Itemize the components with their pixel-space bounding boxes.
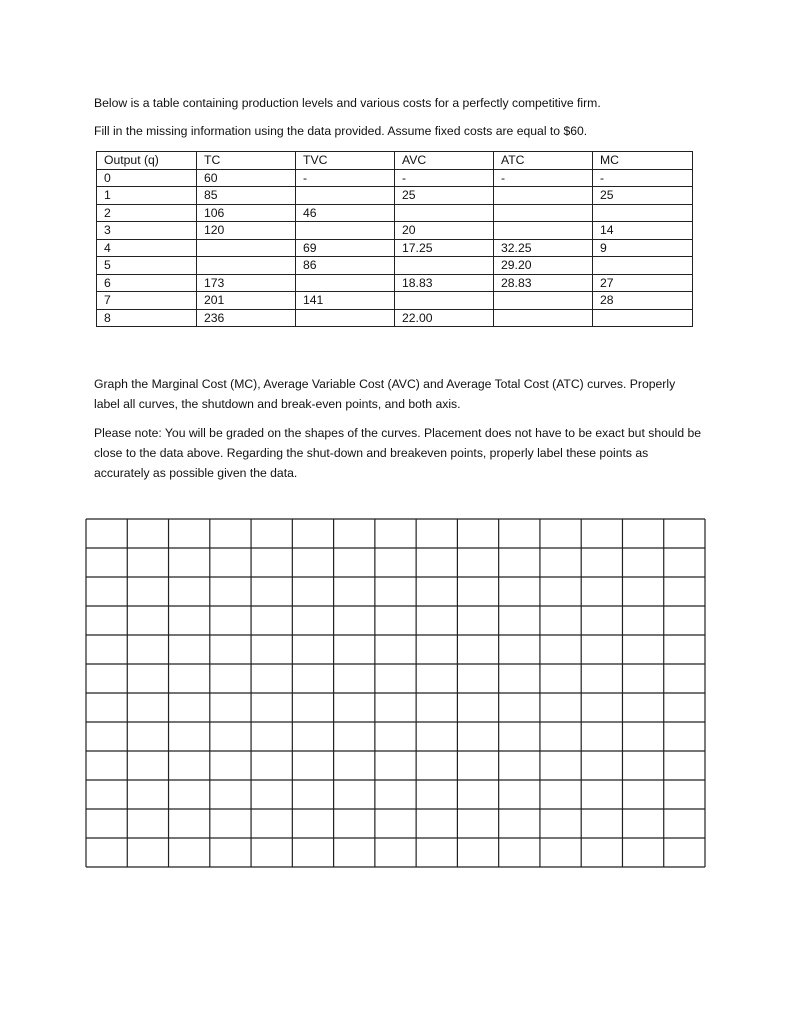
cell-avc: 22.00: [395, 309, 494, 327]
cost-table: [96, 151, 693, 327]
cell-avc: 20: [395, 222, 494, 240]
cell-tvc: 86: [296, 257, 395, 275]
cell-tvc: -: [296, 169, 395, 187]
grading-note: Please note: You will be graded on the shapes of the curves. Placement does not have to be exact but should be close to the data above. Regarding the shut-down and breakeven points, properly label these points as accurately as possible given the data.: [94, 426, 702, 480]
cell-tvc: 141: [296, 292, 395, 310]
cell-output: 7: [97, 292, 197, 310]
header-output: Output (q): [97, 152, 197, 170]
blank-graph-grid[interactable]: [85, 518, 706, 868]
table-row: [97, 169, 693, 187]
header-tvc: TVC: [296, 152, 395, 170]
cell-tc: 85: [197, 187, 296, 205]
cell-avc: 17.25: [395, 239, 494, 257]
fill-in-instruction: Fill in the missing information using the data provided. Assume fixed costs are equal to $60.: [94, 124, 588, 138]
table-row: [97, 274, 693, 292]
cell-atc[interactable]: [494, 222, 593, 240]
table-header-row: [97, 152, 693, 170]
cell-avc[interactable]: [395, 292, 494, 310]
cell-tc: 201: [197, 292, 296, 310]
cell-atc[interactable]: [494, 187, 593, 205]
cell-mc: 25: [593, 187, 693, 205]
cell-output: 4: [97, 239, 197, 257]
table-row: [97, 292, 693, 310]
cell-output: 0: [97, 169, 197, 187]
cell-tvc[interactable]: [296, 274, 395, 292]
cell-tc: 106: [197, 204, 296, 222]
cell-tvc[interactable]: [296, 222, 395, 240]
cell-atc[interactable]: [494, 204, 593, 222]
table-row: [97, 239, 693, 257]
graph-instruction: Graph the Marginal Cost (MC), Average Variable Cost (AVC) and Average Total Cost (ATC) curves. Properly label all curves, the shutdown and break-even points, and both axis.: [94, 377, 676, 411]
cell-mc: 14: [593, 222, 693, 240]
cell-mc: 27: [593, 274, 693, 292]
cell-avc[interactable]: [395, 257, 494, 275]
cell-mc[interactable]: [593, 257, 693, 275]
cell-output: 6: [97, 274, 197, 292]
cell-avc[interactable]: [395, 204, 494, 222]
cell-atc: -: [494, 169, 593, 187]
cell-mc: 9: [593, 239, 693, 257]
cell-mc[interactable]: [593, 309, 693, 327]
cell-tc: 173: [197, 274, 296, 292]
table-row: [97, 257, 693, 275]
cell-avc: -: [395, 169, 494, 187]
cell-output: 1: [97, 187, 197, 205]
cell-output: 2: [97, 204, 197, 222]
cell-tvc[interactable]: [296, 309, 395, 327]
cell-output: 3: [97, 222, 197, 240]
header-mc: MC: [593, 152, 693, 170]
cell-mc: -: [593, 169, 693, 187]
cell-output: 5: [97, 257, 197, 275]
cell-tc: 236: [197, 309, 296, 327]
cell-tvc: 46: [296, 204, 395, 222]
table-body: [97, 169, 693, 327]
cell-tc: 60: [197, 169, 296, 187]
cell-tc[interactable]: [197, 257, 296, 275]
table-row: [97, 187, 693, 205]
cell-tc[interactable]: [197, 239, 296, 257]
cell-atc[interactable]: [494, 292, 593, 310]
cell-avc: 18.83: [395, 274, 494, 292]
cell-atc: 32.25: [494, 239, 593, 257]
cell-tc: 120: [197, 222, 296, 240]
cell-tvc: 69: [296, 239, 395, 257]
table-row: [97, 222, 693, 240]
cell-atc: 29.20: [494, 257, 593, 275]
cell-atc[interactable]: [494, 309, 593, 327]
table-row: [97, 309, 693, 327]
cell-mc: 28: [593, 292, 693, 310]
header-atc: ATC: [494, 152, 593, 170]
cell-tvc[interactable]: [296, 187, 395, 205]
header-tc: TC: [197, 152, 296, 170]
cell-output: 8: [97, 309, 197, 327]
intro-text: Below is a table containing production levels and various costs for a perfectly competitive firm.: [94, 96, 601, 110]
cell-avc: 25: [395, 187, 494, 205]
cell-mc[interactable]: [593, 204, 693, 222]
cell-atc: 28.83: [494, 274, 593, 292]
table-row: [97, 204, 693, 222]
header-avc: AVC: [395, 152, 494, 170]
